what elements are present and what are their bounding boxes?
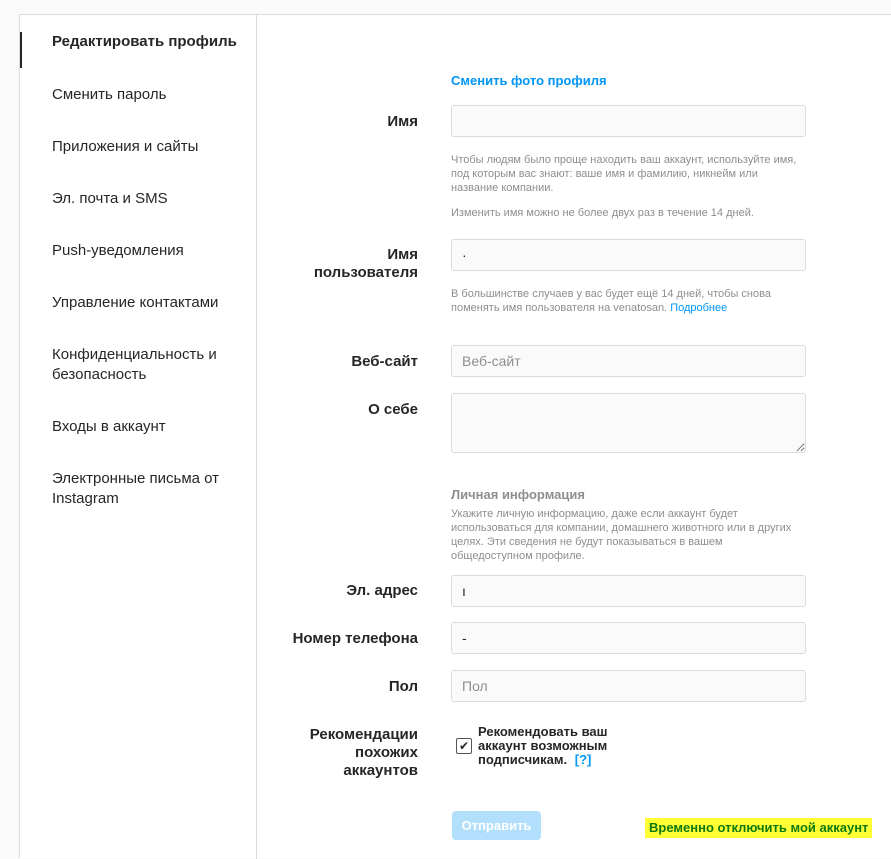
suggestions-help-link[interactable]: [?] <box>574 752 592 767</box>
temporarily-disable-account-link[interactable]: Временно отключить мой аккаунт <box>645 818 872 838</box>
sidebar-item-apps-sites[interactable]: Приложения и сайты <box>52 138 199 155</box>
username-label: Имя пользователя <box>313 246 418 281</box>
name-change-limit-hint: Изменить имя можно не более двух раз в течение 14 дней. <box>451 207 754 219</box>
suggestions-text: Рекомендовать ваш аккаунт возможным подписчикам. <box>478 724 608 767</box>
website-label: Веб-сайт <box>351 353 418 370</box>
submit-button[interactable]: Отправить <box>452 811 541 840</box>
edit-profile-form <box>257 15 891 858</box>
checkmark-icon: ✔ <box>458 739 470 753</box>
suggestions-checkbox-label <box>478 725 648 767</box>
bio-textarea[interactable] <box>451 393 806 453</box>
sidebar-item-emails-from-instagram[interactable]: Электронные письма от Instagram <box>52 470 220 507</box>
sidebar-item-privacy-security[interactable]: Конфиденциальность и безопасность <box>52 346 217 383</box>
suggestions-checkbox[interactable] <box>456 738 472 754</box>
phone-input[interactable] <box>451 622 806 654</box>
sidebar-item-edit-profile[interactable]: Редактировать профиль <box>20 32 256 68</box>
username-hint <box>451 287 806 315</box>
email-input[interactable] <box>451 575 806 607</box>
personal-info-hint: Укажите личную информацию, даже если аккаунт будет использоваться для компании, домашнего животного или в других целях. Эти сведения не будут показываться в вашем общедоступном профиле. <box>451 508 792 562</box>
website-input[interactable] <box>451 345 806 377</box>
settings-card <box>19 14 891 858</box>
gender-label: Пол <box>388 678 418 695</box>
learn-more-link[interactable]: Подробнее <box>670 302 728 314</box>
name-input[interactable] <box>451 105 806 137</box>
sidebar-item-change-password[interactable]: Сменить пароль <box>52 86 167 103</box>
settings-sidebar <box>20 15 257 859</box>
sidebar-item-push-notifications[interactable]: Push-уведомления <box>52 242 184 259</box>
username-input[interactable] <box>451 239 806 271</box>
sidebar-item-manage-contacts[interactable]: Управление контактами <box>52 294 219 311</box>
suggestions-label: Рекомендации похожих аккаунтов <box>309 726 418 779</box>
email-label: Эл. адрес <box>346 582 418 599</box>
change-photo-link[interactable]: Сменить фото профиля <box>451 73 607 88</box>
bio-label: О себе <box>368 401 418 418</box>
name-label: Имя <box>387 113 418 130</box>
personal-info-title: Личная информация <box>451 487 585 502</box>
username-hint-text: В большинстве случаев у вас будет ещё 14 дней, чтобы снова поменять имя пользователя на venatosan. <box>451 288 771 314</box>
gender-input[interactable] <box>451 670 806 702</box>
sidebar-item-login-activity[interactable]: Входы в аккаунт <box>52 418 166 435</box>
sidebar-item-email-sms[interactable]: Эл. почта и SMS <box>52 190 168 207</box>
name-hint: Чтобы людям было проще находить ваш аккаунт, используйте имя, под которым вас знают: ваше имя и фамилию, никнейм или название компании. <box>451 154 797 194</box>
phone-label: Номер телефона <box>292 630 418 647</box>
